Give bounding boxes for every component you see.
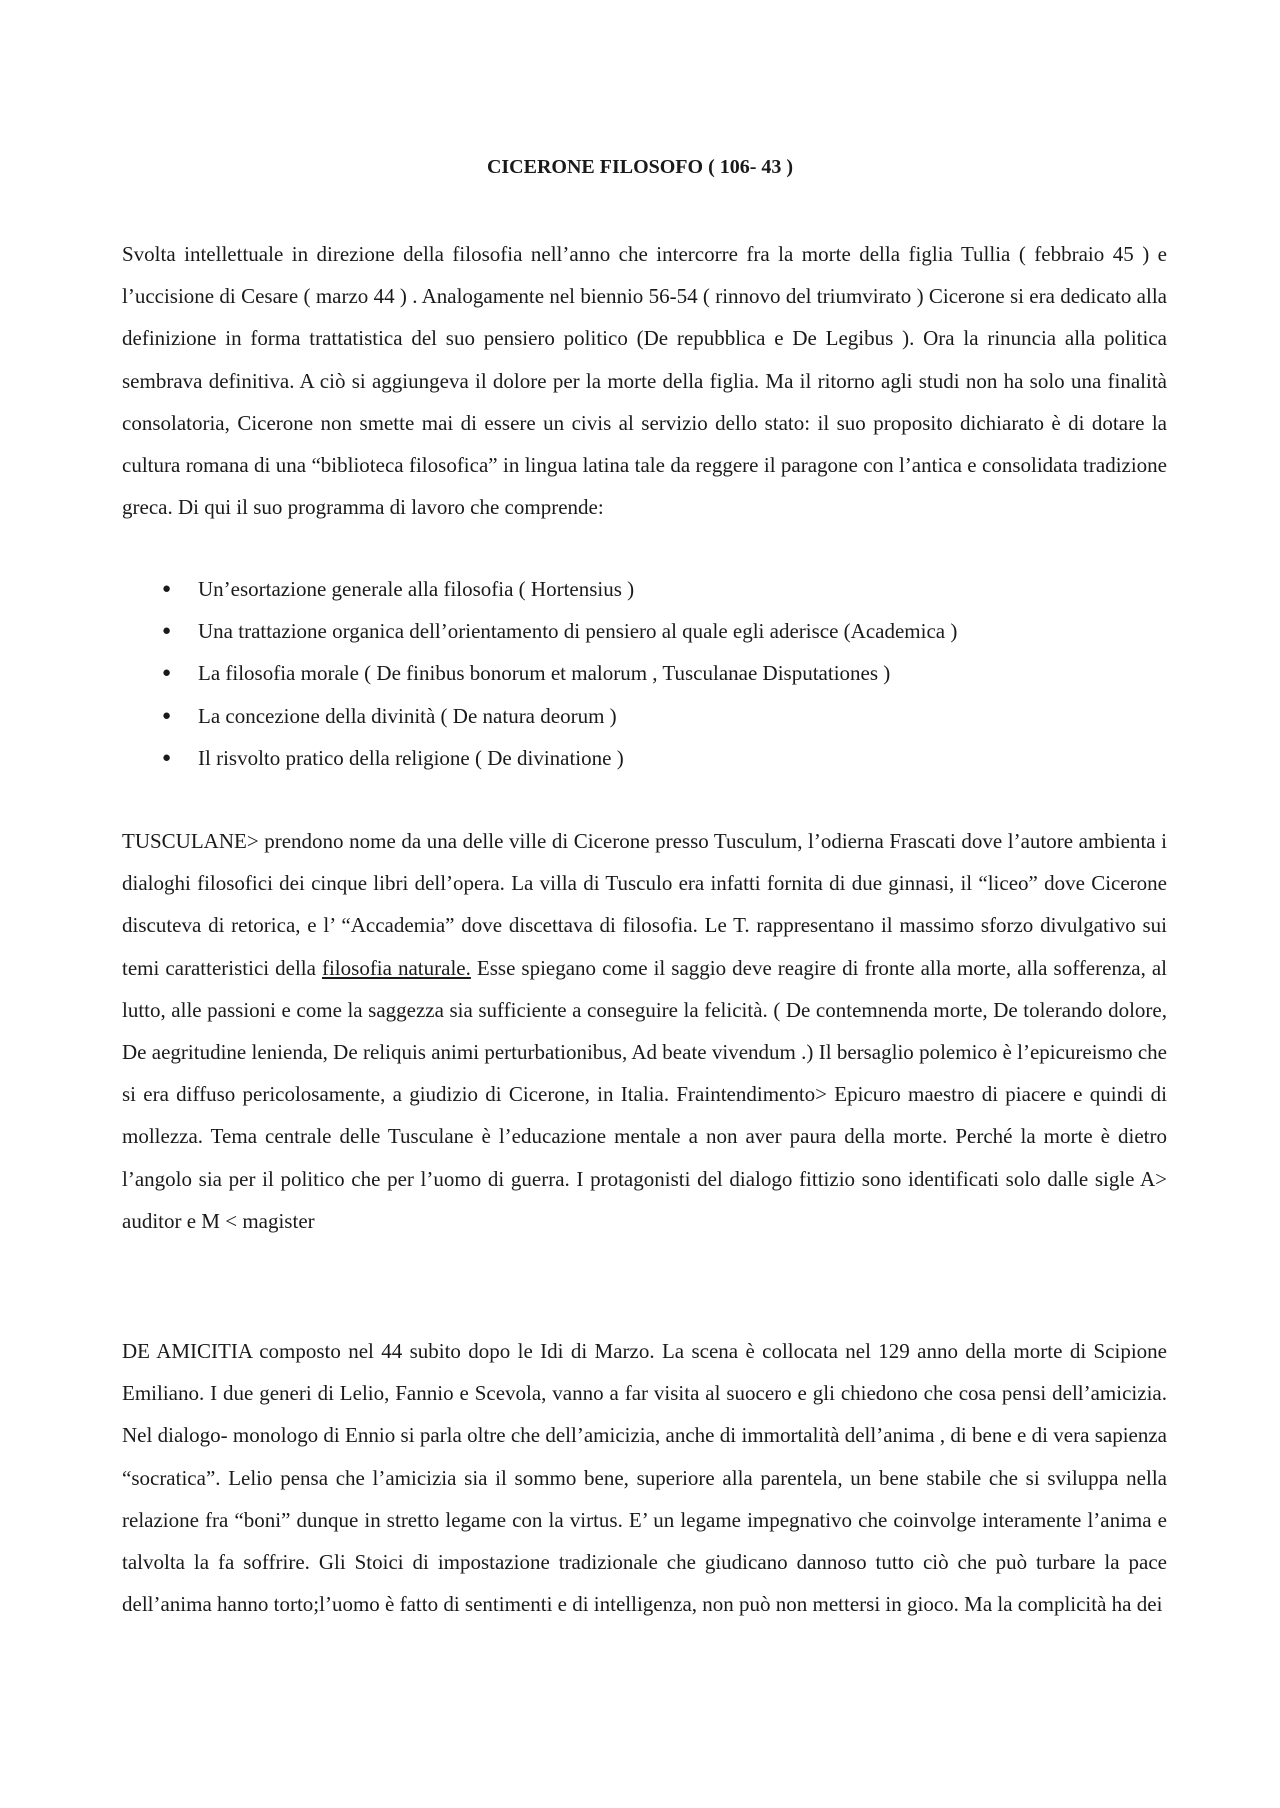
program-list xyxy=(162,568,1142,779)
list-item xyxy=(162,568,1142,610)
bullet-icon: ● xyxy=(162,665,172,682)
bullet-icon: ● xyxy=(162,581,172,597)
list-item-text: Il risvolto pratico della religione ( De divinatione ) xyxy=(198,745,624,770)
list-item xyxy=(162,695,1142,737)
list-item-text: Un’esortazione generale alla filosofia ( Hortensius ) xyxy=(198,577,635,601)
amicitia-paragraph: DE AMICITIA composto nel 44 subito dopo le Idi di Marzo. La scena è collocata nel 129 anno della morte di Scipione Emiliano. I due generi di Lelio, Fannio e Scevola, vanno a far visita al suocero e gli chiedono che cosa pensi dell’amicizia. Nel dialogo- monologo di Ennio si parla oltre che dell’amicizia, anche di immortalità dell’anima , di bene e di vera sapienza “socratica”. Lelio pensa che l’amicizia sia il sommo bene, superiore alla parentela, un bene stabile che si sviluppa nella relazione fra “boni” dunque in stretto legame con la virtus. E’ un legame impegnativo che coinvolge interamente l’anima e talvolta la fa soffrire. Gli Stoici di impostazione tradizionale che giudicano dannoso tutto ciò che può turbare la pace dell’anima hanno torto;l’uomo è fatto di sentimenti e di intelligenza, non può non mettersi in gioco. Ma la complicità ha dei xyxy=(122,1339,1167,1617)
list-item-text: La filosofia morale ( De finibus bonorum et malorum , Tusculanae Disputationes ) xyxy=(198,661,891,686)
list-item xyxy=(162,610,1142,652)
list-item xyxy=(162,737,1142,779)
underlined-term: filosofia naturale. xyxy=(321,955,471,980)
document-title: CICERONE FILOSOFO ( 106- 43 ) xyxy=(486,156,794,178)
intro-paragraph: Svolta intellettuale in direzione della filosofia nell’anno che intercorre fra la morte della figlia Tullia ( febbraio 45 ) e l’uccisione di Cesare ( marzo 44 ) . Analogamente nel biennio 56-54 ( rinnovo del triumvirato ) Cicerone si era dedicato alla definizione in forma trattatistica del suo pensiero politico (De repubblica e De Legibus ). Ora la rinuncia alla politica sembrava definitiva. A ciò si aggiungeva il dolore per la morte della figlia. Ma il ritorno agli studi non ha solo una finalità consolatoria, Cicerone non smette mai di essere un civis al servizio dello stato: il suo proposito dichiarato è di dotare la cultura romana di una “biblioteca filosofica” in lingua latina tale da reggere il paragone con l’antica e consolidata tradizione greca. Di qui il suo programma di lavoro che comprende: xyxy=(122,242,1167,520)
tusculane-paragraph xyxy=(122,820,1167,1242)
list-item-text: Una trattazione organica dell’orientamento di pensiero al quale egli aderisce (Academica ) xyxy=(198,619,958,644)
tusculane-text-start: TUSCULANE> prendono nome da una delle ville di Cicerone presso Tusculum, l’odierna Frascati dove l’autore ambienta i dialoghi filosofici dei cinque libri dell’opera. La villa di Tusculo era infatti fornita di due ginnasi, il “liceo” dove Cicerone discuteva di retorica, e l’ “Accademia” dove discettava di filosofia. Le T. rappresentano il massimo sforzo divulgativo sui temi caratteristici della xyxy=(122,829,1167,980)
tusculane-text-end: Esse spiegano come il saggio deve reagire di fronte alla morte, alla sofferenza, al lutto, alle passioni e come la saggezza sia sufficiente a conseguire la felicità. ( De contemnenda morte, De tolerando dolore, De aegritudine lenienda, De reliquis animi perturbationibus, Ad beate vivendum .) Il bersaglio polemico è l’epicureismo che si era diffuso pericolosamente, a giudizio di Cicerone, in Italia. Fraintendimento> Epicuro maestro di piacere e quindi di mollezza. Tema centrale delle Tusculane è l’educazione mentale a non aver paura della morte. Perché la morte è dietro l’angolo sia per il politico che per l’uomo di guerra. I protagonisti del dialogo fittizio sono identificati solo dalle sigle A> auditor e M < magister xyxy=(122,955,1168,1233)
list-item-text: La concezione della divinità ( De natura deorum ) xyxy=(198,703,617,728)
bullet-icon: ● xyxy=(162,707,172,724)
list-item xyxy=(162,652,1142,694)
bullet-icon: ● xyxy=(162,623,172,640)
bullet-icon: ● xyxy=(162,749,172,766)
